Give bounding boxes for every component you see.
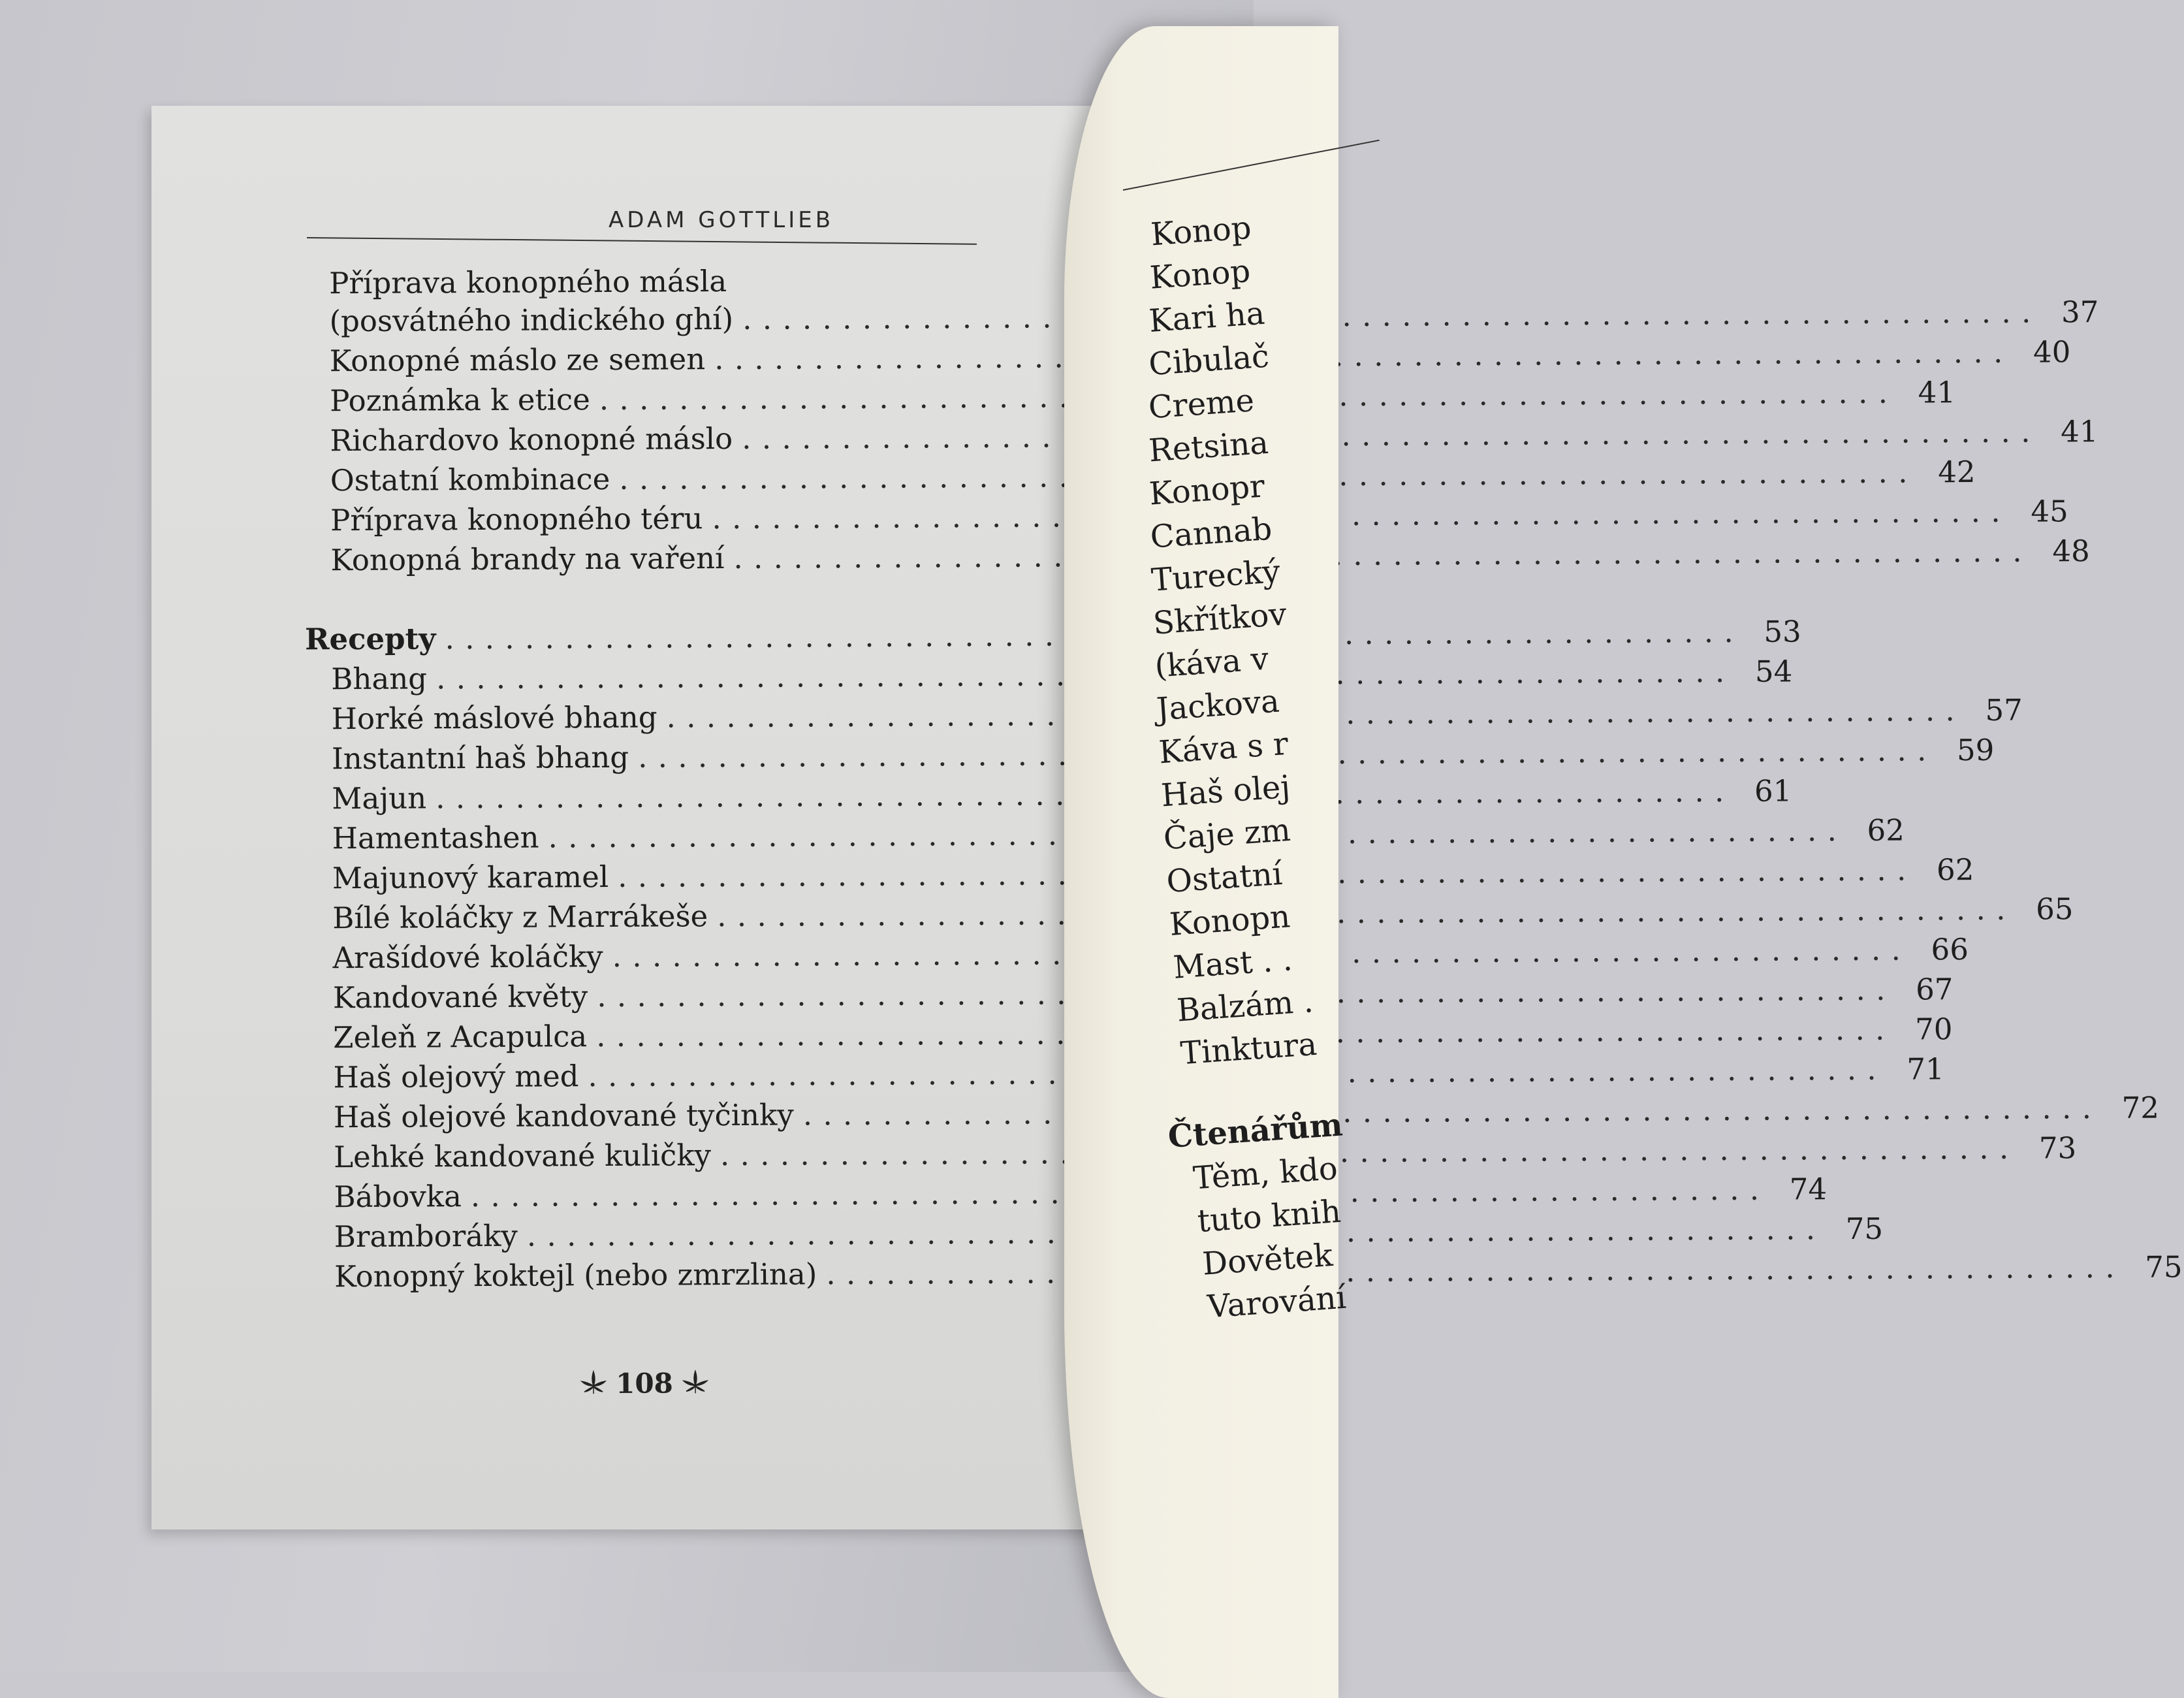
right-page-line: Kari ha xyxy=(1147,295,1266,340)
toc-entry-page: 62 xyxy=(1867,812,1905,848)
toc-entry-page: 62 xyxy=(1936,852,1974,888)
toc-entry-title: Příprava konopného másla xyxy=(329,264,727,301)
leader-dots xyxy=(733,534,2022,575)
page-number xyxy=(573,1363,716,1403)
toc-entry-page: 54 xyxy=(1754,654,1793,689)
toc-entry xyxy=(333,1051,1944,1098)
toc-entry-page: 75 xyxy=(2145,1249,2183,1285)
toc-entry-title: Instantní haš bhang xyxy=(331,739,629,777)
folio-number: 108 xyxy=(616,1366,673,1400)
right-page-text xyxy=(1064,7,1455,1694)
toc-entry-page: 66 xyxy=(1931,932,1969,967)
right-page-line: Varování xyxy=(1206,1279,1348,1326)
right-page-line: Mast . . xyxy=(1172,941,1294,986)
toc-entry-page: 72 xyxy=(2121,1090,2160,1125)
right-page-line: Cannab xyxy=(1148,510,1273,556)
right-page-line: (káva v xyxy=(1153,640,1270,685)
right-page-line: Konopr xyxy=(1148,468,1266,513)
toc-entry-title: Kandované květy xyxy=(332,979,588,1016)
running-header-author: ADAM GOTTLIEB xyxy=(609,207,834,233)
toc-entry-title: Bábovka xyxy=(334,1179,462,1215)
toc-entry-title: Richardovo konopné máslo xyxy=(330,421,733,458)
toc-entry-page: 41 xyxy=(2061,414,2098,449)
toc-entry-page: 42 xyxy=(1938,455,1976,490)
toc-entry-page: 70 xyxy=(1915,1012,1953,1047)
leader-dots xyxy=(742,295,2031,336)
right-page-line: Těm, kdo xyxy=(1192,1150,1339,1197)
leader-dots xyxy=(803,1091,2092,1132)
toc-entry-title: Konopný koktejl (nebo zmrzlina) xyxy=(334,1257,817,1294)
toc-entry-title: Konopné máslo ze semen xyxy=(329,342,706,379)
toc-entry-title: Konopná brandy na vaření xyxy=(330,541,725,578)
toc-entry-page: 53 xyxy=(1764,614,1801,649)
right-page-line: Retsina xyxy=(1147,424,1270,470)
toc-entry-title: Majun xyxy=(332,780,427,816)
toc-entry-title: Příprava konopného téru xyxy=(330,501,703,538)
right-page-line: Konopn xyxy=(1168,898,1291,944)
right-page-line: Cibulač xyxy=(1147,338,1271,383)
toc-entry-title: Bílé koláčky z Marrákeše xyxy=(332,899,708,936)
right-page-line: Jackova xyxy=(1155,682,1281,728)
right-page-line: Skřítkov xyxy=(1152,596,1288,642)
right-page-line: Ostatní xyxy=(1165,855,1284,901)
toc-entry-page: 57 xyxy=(1985,692,2023,728)
toc-entry-title: Bhang xyxy=(331,661,428,697)
right-page-line: Creme xyxy=(1147,382,1256,426)
toc-entry-page: 75 xyxy=(1845,1211,1884,1247)
toc-entry-title: Bramboráky xyxy=(334,1218,518,1255)
toc-entry-page: 41 xyxy=(1918,375,1956,410)
toc-entry-page: 73 xyxy=(2038,1130,2077,1166)
cannabis-leaf-icon xyxy=(681,1370,710,1396)
toc-entry xyxy=(329,264,727,304)
right-page-line: Tinktura xyxy=(1179,1025,1318,1072)
right-page-line: Čaje zm xyxy=(1162,811,1292,857)
toc-entry-page: 67 xyxy=(1916,972,1954,1007)
toc-entry-title: Majunový karamel xyxy=(332,859,609,896)
right-page-line: Konop xyxy=(1149,209,1253,253)
toc-entry-page: 40 xyxy=(2033,334,2071,370)
toc-entry-title: Haš olejové kandované tyčinky xyxy=(333,1097,794,1135)
toc-entry-title: Arašídové koláčky xyxy=(332,939,603,976)
toc-entry-title: Haš olejový med xyxy=(333,1059,579,1095)
right-page-line: Káva s r xyxy=(1158,725,1290,771)
right-page-line: tuto knih xyxy=(1196,1193,1342,1240)
leader-dots xyxy=(742,415,2031,456)
toc-entry-page: 37 xyxy=(2061,295,2099,330)
right-page-line: Dovětek xyxy=(1201,1236,1334,1283)
toc-entry-title: Lehké kandované kuličky xyxy=(334,1138,712,1175)
toc-entry-title: Hamentashen xyxy=(332,820,539,856)
toc-entry-title: (posvátného indického ghí) xyxy=(329,301,734,339)
cannabis-leaf-icon xyxy=(579,1370,608,1396)
toc-entry-title: Zeleň z Acapulca xyxy=(333,1019,588,1055)
right-page-line: Balzám . xyxy=(1175,983,1315,1029)
leader-dots xyxy=(826,1250,2115,1291)
toc-entry-title: Recepty xyxy=(304,621,436,657)
toc-entry-page: 71 xyxy=(1907,1051,1944,1087)
toc-entry-page: 74 xyxy=(1789,1172,1828,1207)
toc-entry-page: 65 xyxy=(2036,891,2074,927)
toc-entry-title: Horké máslové bhang xyxy=(331,699,657,737)
toc-entry-page: 59 xyxy=(1956,732,1995,768)
right-page-line: Haš olej xyxy=(1160,768,1291,814)
right-page-section-heading: Čtenářům xyxy=(1167,1106,1344,1155)
right-page-line: Turecký xyxy=(1150,553,1282,599)
toc-entry-title: Ostatní kombinace xyxy=(330,461,610,498)
right-page-line: Konop xyxy=(1148,253,1252,296)
toc-entry-page: 61 xyxy=(1754,773,1792,809)
toc-entry-page: 45 xyxy=(2031,494,2068,529)
toc-entry-page: 48 xyxy=(2052,534,2090,569)
right-page xyxy=(1064,26,1348,1698)
toc-entry-title: Poznámka k etice xyxy=(329,382,590,419)
